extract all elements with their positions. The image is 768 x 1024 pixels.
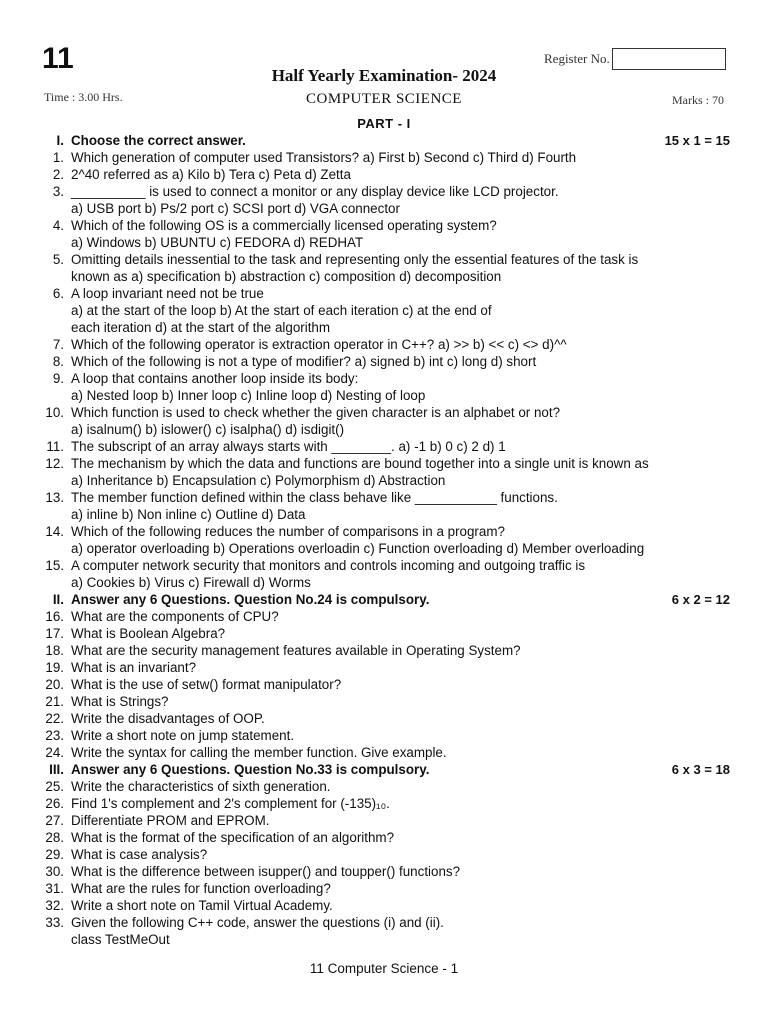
part-heading: PART - I [357, 116, 411, 131]
section-score: 15 x 1 = 15 [664, 133, 730, 148]
section-heading [0, 591, 768, 608]
question-number: 33. [45, 915, 64, 930]
question-number: 28. [45, 830, 64, 845]
page-footer: 11 Computer Science - 1 [309, 961, 459, 976]
question-text: __________ is used to connect a monitor or any display device like LCD projector. [71, 184, 559, 199]
question-text: Omitting details inessential to the task and representing only the essential features of the task is [71, 252, 639, 267]
question-text: A computer network security that monitors and controls incoming and outgoing traffic is [71, 558, 586, 573]
question-options [0, 931, 768, 948]
question-text: each iteration d) at the start of the algorithm [71, 320, 331, 335]
question-number: 22. [45, 711, 64, 726]
register-label: Register No. [544, 51, 610, 66]
question-text: A loop that contains another loop inside its body: [71, 371, 359, 386]
question-item [0, 778, 768, 795]
question-text: Which of the following reduces the number of comparisons in a program? [71, 524, 505, 539]
question-item [0, 846, 768, 863]
question-item [0, 676, 768, 693]
question-options [0, 200, 768, 217]
question-text: Write the disadvantages of OOP. [71, 711, 265, 726]
question-text: a) Cookies b) Virus c) Firewall d) Worms [71, 575, 311, 590]
question-number: 26. [45, 796, 64, 811]
question-text: A loop invariant need not be true [71, 286, 264, 301]
question-item [0, 455, 768, 472]
question-number: 4. [52, 218, 64, 233]
question-list [0, 132, 768, 948]
question-text: a) USB port b) Ps/2 port c) SCSI port d) VGA connector [71, 201, 400, 216]
question-number: 30. [45, 864, 64, 879]
question-item [0, 370, 768, 387]
question-number: 6. [52, 286, 64, 301]
question-item [0, 795, 768, 812]
question-text: known as a) specification b) abstraction c) composition d) decomposition [71, 269, 502, 284]
section-heading [0, 132, 768, 149]
question-item [0, 659, 768, 676]
question-options [0, 574, 768, 591]
question-number: 2. [52, 167, 64, 182]
question-item [0, 727, 768, 744]
question-item [0, 489, 768, 506]
question-text: a) Inheritance b) Encapsulation c) Polymorphism d) Abstraction [71, 473, 446, 488]
question-item [0, 217, 768, 234]
question-number: 8. [52, 354, 64, 369]
question-options [0, 421, 768, 438]
question-number: 21. [45, 694, 64, 709]
question-text: What is Strings? [71, 694, 169, 709]
question-text: class TestMeOut [71, 932, 170, 947]
question-item [0, 608, 768, 625]
question-text: Write the characteristics of sixth generation. [71, 779, 331, 794]
exam-time: Time : 3.00 Hrs. [44, 90, 123, 104]
question-text: Which of the following is not a type of modifier? a) signed b) int c) long d) short [71, 354, 537, 369]
question-item [0, 336, 768, 353]
question-item [0, 285, 768, 302]
question-text: a) Windows b) UBUNTU c) FEDORA d) REDHAT [71, 235, 364, 250]
question-number: 19. [45, 660, 64, 675]
question-item [0, 523, 768, 540]
question-item [0, 863, 768, 880]
question-number: 18. [45, 643, 64, 658]
question-text: What is Boolean Algebra? [71, 626, 226, 641]
question-options [0, 234, 768, 251]
question-number: 16. [45, 609, 64, 624]
question-item [0, 829, 768, 846]
question-options [0, 319, 768, 336]
question-options [0, 506, 768, 523]
question-number: 15. [45, 558, 64, 573]
question-text: Write a short note on Tamil Virtual Academy. [71, 898, 333, 913]
question-number: III. [49, 762, 64, 777]
question-text: 2^40 referred as a) Kilo b) Tera c) Peta d) Zetta [71, 167, 351, 182]
section-score: 6 x 3 = 18 [671, 762, 730, 777]
class-number: 11 [42, 42, 74, 75]
question-number: 31. [45, 881, 64, 896]
question-text: Which generation of computer used Transistors? a) First b) Second c) Third d) Fourth [71, 150, 577, 165]
question-item [0, 812, 768, 829]
section-instruction: Answer any 6 Questions. Question No.33 is compulsory. [71, 762, 430, 777]
question-text: What is the use of setw() format manipulator? [71, 677, 342, 692]
question-text: What are the components of CPU? [71, 609, 279, 624]
exam-title: Half Yearly Examination- 2024 [271, 66, 497, 85]
question-text: The mechanism by which the data and functions are bound together into a single unit is known as [71, 456, 649, 471]
question-text: Which of the following operator is extraction operator in C++? a) >> b) << c) <> d)^^ [71, 337, 567, 352]
question-text: Differentiate PROM and EPROM. [71, 813, 270, 828]
question-text: Given the following C++ code, answer the questions (i) and (ii). [71, 915, 444, 930]
question-text: What is case analysis? [71, 847, 208, 862]
question-item [0, 149, 768, 166]
question-text: What is the difference between isupper() and toupper() functions? [71, 864, 461, 879]
question-text: a) Nested loop b) Inner loop c) Inline loop d) Nesting of loop [71, 388, 426, 403]
question-number: 12. [45, 456, 64, 471]
question-item [0, 693, 768, 710]
question-text: Find 1's complement and 2's complement for (-135)₁₀. [71, 796, 390, 811]
question-text: The subscript of an array always starts with ________. a) -1 b) 0 c) 2 d) 1 [71, 439, 506, 454]
question-number: I. [56, 133, 64, 148]
question-number: 23. [45, 728, 64, 743]
question-item [0, 557, 768, 574]
question-number: 10. [45, 405, 64, 420]
question-item [0, 897, 768, 914]
question-item [0, 625, 768, 642]
question-options [0, 540, 768, 557]
question-item [0, 710, 768, 727]
question-item [0, 744, 768, 761]
question-number: 7. [52, 337, 64, 352]
total-marks: Marks : 70 [672, 93, 724, 107]
section-instruction: Answer any 6 Questions. Question No.24 is compulsory. [71, 592, 430, 607]
question-number: 17. [45, 626, 64, 641]
question-number: 11. [46, 439, 64, 454]
question-text: Which of the following OS is a commercially licensed operating system? [71, 218, 497, 233]
question-text: a) isalnum() b) islower() c) isalpha() d) isdigit() [71, 422, 345, 437]
question-item [0, 404, 768, 421]
question-options [0, 268, 768, 285]
question-number: 1. [52, 150, 64, 165]
question-text: The member function defined within the class behave like ___________ functions. [71, 490, 558, 505]
question-number: 9. [52, 371, 64, 386]
question-text: What is the format of the specification of an algorithm? [71, 830, 395, 845]
question-number: 14. [45, 524, 64, 539]
question-item [0, 166, 768, 183]
question-text: What are the rules for function overloading? [71, 881, 331, 896]
question-number: II. [52, 592, 64, 607]
question-item [0, 642, 768, 659]
question-item [0, 438, 768, 455]
question-number: 20. [45, 677, 64, 692]
question-number: 29. [45, 847, 64, 862]
question-text: What is an invariant? [71, 660, 197, 675]
question-number: 5. [52, 252, 64, 267]
question-text: Write the syntax for calling the member function. Give example. [71, 745, 447, 760]
question-text: Write a short note on jump statement. [71, 728, 295, 743]
question-text: Which function is used to check whether the given character is an alphabet or not? [71, 405, 561, 420]
question-number: 13. [45, 490, 64, 505]
question-options [0, 472, 768, 489]
question-number: 32. [45, 898, 64, 913]
question-number: 3. [52, 184, 64, 199]
section-instruction: Choose the correct answer. [71, 133, 246, 148]
section-score: 6 x 2 = 12 [671, 592, 730, 607]
subject-title: COMPUTER SCIENCE [306, 91, 462, 107]
question-item [0, 880, 768, 897]
question-options [0, 387, 768, 404]
question-item [0, 353, 768, 370]
question-item [0, 914, 768, 931]
section-heading [0, 761, 768, 778]
question-number: 27. [45, 813, 64, 828]
question-number: 24. [45, 745, 64, 760]
question-number: 25. [45, 779, 64, 794]
question-text: What are the security management features available in Operating System? [71, 643, 521, 658]
question-item [0, 183, 768, 200]
question-item [0, 251, 768, 268]
question-text: a) inline b) Non inline c) Outline d) Data [71, 507, 306, 522]
question-options [0, 302, 768, 319]
question-text: a) operator overloading b) Operations overloadin c) Function overloading d) Member overloading [71, 541, 645, 556]
question-text: a) at the start of the loop b) At the start of each iteration c) at the end of [71, 303, 492, 318]
